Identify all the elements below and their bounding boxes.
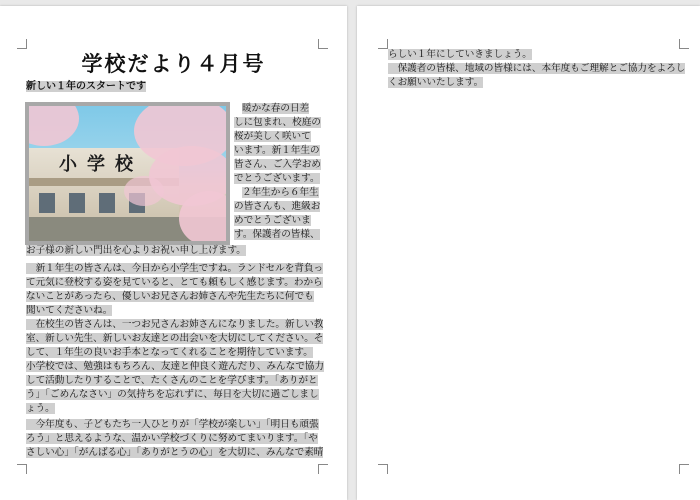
photo-image	[29, 106, 226, 241]
crop-mark	[378, 39, 388, 49]
document-page-1[interactable]	[0, 6, 347, 500]
body-line[interactable]: して、１年生の良いお手本となってくれることを期待しています。	[26, 347, 313, 358]
body-line[interactable]: して活動したりすることで、たくさんのことを学びます。「ありがと	[26, 375, 318, 386]
body-line[interactable]: お子様の新しい門出を心よりお祝い申し上げます。	[26, 245, 246, 256]
body-line[interactable]: らしい１年にしていきましょう。	[388, 49, 532, 60]
wrap-line[interactable]: しに包まれ、校庭の	[234, 117, 321, 128]
body-line[interactable]: 在校生の皆さんは、一つお兄さんお姉さんになりました。新しい教	[26, 319, 324, 330]
document-page-2[interactable]	[357, 6, 700, 500]
body-line[interactable]: くお願いいたします。	[388, 77, 484, 88]
wrap-line[interactable]: 暖かな春の日差	[242, 103, 310, 114]
crop-mark	[318, 464, 328, 474]
wrap-line[interactable]: の皆さんも、進級お	[234, 201, 321, 212]
body-line[interactable]: 今年度も、子どもたち一人ひとりが「学校が楽しい」「明日も頑張	[26, 419, 319, 430]
wrap-line[interactable]: 桜が美しく咲いて	[234, 131, 311, 142]
crop-mark	[378, 464, 388, 474]
wrap-line[interactable]: います。新１年生の	[234, 145, 320, 156]
body-line[interactable]: ろう」と思えるような、温かい学校づくりに努めてまいります。「や	[26, 433, 318, 444]
crop-mark	[679, 464, 689, 474]
body-line[interactable]: 聞いてくださいね。	[26, 305, 113, 316]
body-line[interactable]: ょう。	[26, 403, 55, 414]
body-line[interactable]: ないことがあったら、優しいお兄さんお姉さんや先生たちに何でも	[26, 291, 314, 302]
school-cherry-blossom-photo[interactable]	[25, 102, 230, 245]
body-line[interactable]: 小学校では、勉強はもちろん、友達と仲良く遊んだり、みんなで協力	[26, 361, 324, 372]
body-line[interactable]: 新１年生の皆さんは、今日から小学生ですね。ランドセルを背負っ	[26, 263, 324, 274]
school-sign: 小学校	[59, 154, 143, 175]
body-line[interactable]: さしい心」「がんばる心」「ありがとうの心」を大切に、みんなで素晴	[26, 447, 324, 458]
newsletter-title[interactable]: 学校だより４月号	[81, 52, 266, 76]
wrap-line[interactable]: 皆さん、ご入学おめ	[234, 159, 321, 170]
subtitle-line[interactable]	[26, 80, 146, 94]
subtitle-text: 新しい１年のスタートです	[26, 81, 146, 92]
crop-mark	[17, 464, 27, 474]
body-line[interactable]: 室、新しい先生、新しいお友達との出会いを大切にしてください。そ	[26, 333, 324, 344]
wrap-line[interactable]: す。保護者の皆様、	[234, 229, 320, 240]
wrap-line[interactable]: ２年生から６年生	[242, 187, 319, 198]
body-line[interactable]: て元気に登校する姿を見ていると、とても頼もしく感じます。わから	[26, 277, 323, 288]
wrap-line[interactable]: でとうございます。	[234, 173, 320, 184]
body-line[interactable]: 保護者の皆様、地域の皆様には、本年度もご理解とご協力をよろし	[388, 63, 686, 74]
wrap-line[interactable]: めでとうございま	[234, 215, 311, 226]
crop-mark	[679, 39, 689, 49]
body-line[interactable]: う」「ごめんなさい」の気持ちを忘れずに、毎日を大切に過ごしまし	[26, 389, 319, 400]
